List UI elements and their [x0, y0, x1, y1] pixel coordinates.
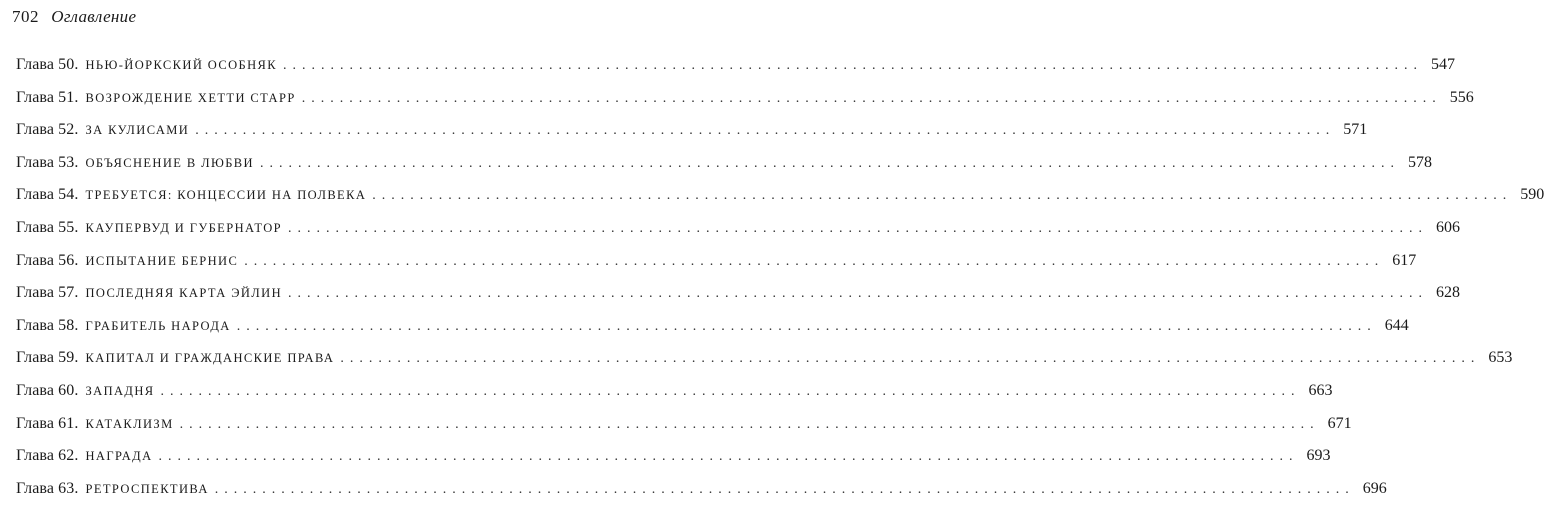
page-header	[12, 7, 136, 27]
dot-leader: ........................................................................................................................	[214, 481, 1355, 497]
chapter-title: ПОСЛЕДНЯЯ КАРТА ЭЙЛИН	[85, 286, 283, 301]
chapter-number: Глава 62.	[16, 447, 79, 465]
dot-leader: ........................................................................................................................	[259, 155, 1400, 171]
page-reference: 578	[1407, 153, 1432, 171]
toc-entry[interactable]	[16, 88, 1474, 121]
page-reference: 696	[1362, 479, 1387, 497]
toc-entry[interactable]	[16, 381, 1333, 414]
toc-entry[interactable]	[16, 185, 1544, 218]
chapter-number: Глава 63.	[16, 479, 79, 497]
toc-entry[interactable]	[16, 348, 1513, 381]
chapter-title: ОБЪЯСНЕНИЕ В ЛЮБВИ	[85, 155, 254, 170]
page-reference: 547	[1431, 56, 1456, 73]
dot-leader: ........................................................................................................................	[244, 253, 1385, 269]
chapter-number: Глава 50.	[16, 56, 79, 73]
chapter-number: Глава 51.	[16, 88, 79, 106]
dot-leader: ........................................................................................................................	[340, 351, 1481, 367]
page-reference: 617	[1392, 251, 1417, 269]
toc-entry[interactable]	[16, 120, 1368, 153]
chapter-number: Глава 52.	[16, 121, 79, 139]
dot-leader: ........................................................................................................................	[372, 188, 1513, 204]
toc-entry[interactable]	[16, 414, 1352, 447]
toc-entry[interactable]	[16, 283, 1461, 316]
chapter-title: ЗАПАДНЯ	[85, 383, 155, 398]
toc-entry[interactable]	[16, 218, 1460, 251]
dot-leader: ........................................................................................................................	[236, 318, 1377, 334]
page-reference: 628	[1436, 284, 1461, 302]
chapter-title: РЕТРОСПЕКТИВА	[85, 481, 209, 496]
chapter-title: КАТАКЛИЗМ	[85, 416, 174, 431]
dot-leader: ........................................................................................................................	[195, 123, 1336, 139]
dot-leader: ........................................................................................................................	[287, 220, 1428, 236]
page-reference: 653	[1488, 349, 1513, 367]
chapter-title: НАГРАДА	[85, 449, 153, 464]
dot-leader: ........................................................................................................................	[283, 58, 1424, 73]
chapter-number: Глава 56.	[16, 251, 79, 269]
chapter-number: Глава 60.	[16, 381, 79, 399]
chapter-number: Глава 53.	[16, 153, 79, 171]
toc-entry[interactable]	[16, 316, 1409, 349]
toc-entry[interactable]	[16, 446, 1331, 479]
chapter-title: ИСПЫТАНИЕ БЕРНИС	[85, 253, 239, 268]
page-reference: 644	[1384, 316, 1409, 334]
chapter-title: ТРЕБУЕТСЯ: КОНЦЕССИИ НА ПОЛВЕКА	[85, 188, 367, 203]
page-number: 702	[12, 7, 39, 26]
chapter-title: ГРАБИТЕЛЬ НАРОДА	[85, 318, 231, 333]
toc-entry[interactable]	[16, 479, 1387, 511]
page-reference: 590	[1520, 186, 1544, 204]
page-reference: 571	[1343, 121, 1368, 139]
chapter-number: Глава 55.	[16, 218, 79, 236]
chapter-number: Глава 57.	[16, 284, 79, 302]
toc-entry[interactable]	[16, 55, 1456, 88]
chapter-number: Глава 59.	[16, 349, 79, 367]
dot-leader: ........................................................................................................................	[288, 286, 1429, 302]
chapter-number: Глава 58.	[16, 316, 79, 334]
page-reference: 606	[1435, 218, 1460, 236]
chapter-title: ЗА КУЛИСАМИ	[85, 123, 190, 138]
table-of-contents	[16, 55, 1544, 511]
dot-leader: ........................................................................................................................	[160, 383, 1301, 399]
running-title: Оглавление	[51, 7, 137, 26]
page-reference: 663	[1308, 381, 1333, 399]
chapter-title: ВОЗРОЖДЕНИЕ ХЕТТИ СТАРР	[85, 90, 296, 105]
chapter-title: КАПИТАЛ И ГРАЖДАНСКИЕ ПРАВА	[85, 351, 335, 366]
dot-leader: ........................................................................................................................	[158, 449, 1299, 465]
chapter-number: Глава 61.	[16, 414, 79, 432]
page-reference: 693	[1306, 447, 1331, 465]
toc-entry[interactable]	[16, 153, 1432, 186]
chapter-title: КАУПЕРВУД И ГУБЕРНАТОР	[85, 220, 282, 235]
toc-entry[interactable]	[16, 251, 1417, 284]
chapter-number: Глава 54.	[16, 186, 79, 204]
dot-leader: ........................................................................................................................	[179, 416, 1320, 432]
page-reference: 556	[1449, 88, 1474, 106]
dot-leader: ........................................................................................................................	[301, 90, 1442, 106]
page-reference: 671	[1327, 414, 1352, 432]
chapter-title: НЬЮ-ЙОРКСКИЙ ОСОБНЯК	[85, 58, 278, 72]
